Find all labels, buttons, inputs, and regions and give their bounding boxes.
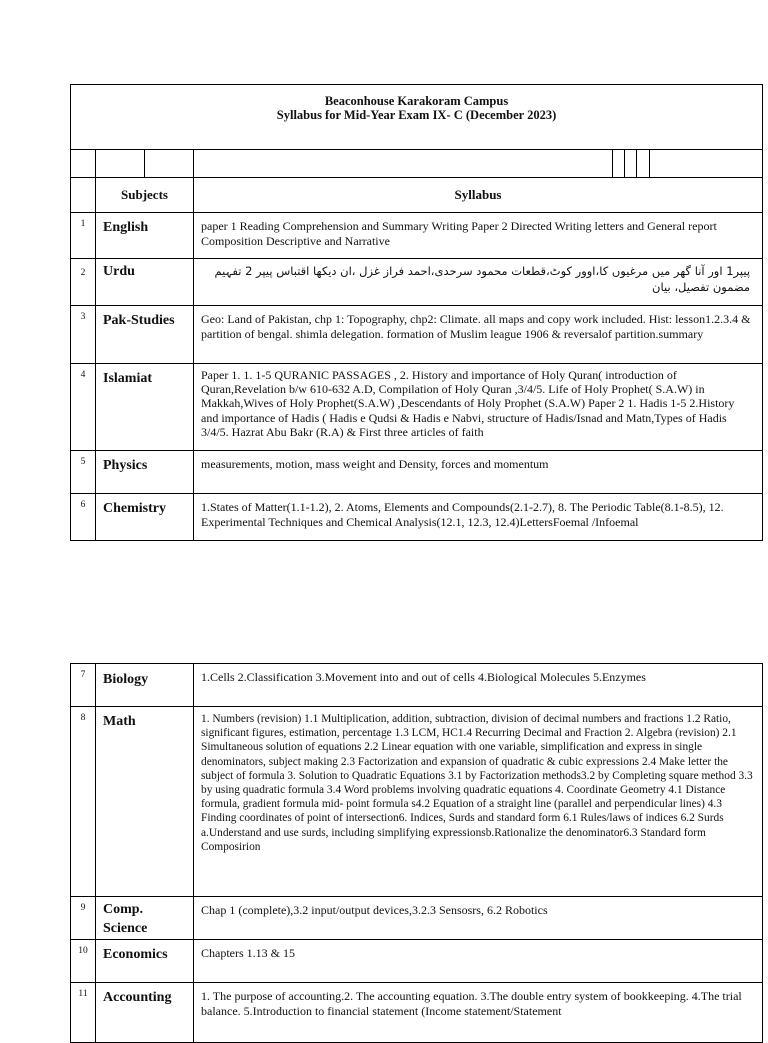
subject-name: Physics <box>96 451 194 494</box>
syllabus-text: 1.Cells 2.Classification 3.Movement into and out of cells 4.Biological Molecules 5.Enzymes <box>194 664 763 707</box>
column-header-row <box>71 178 763 213</box>
table-row <box>71 364 763 451</box>
table-row <box>71 707 763 897</box>
subjects-heading: Subjects <box>96 178 194 213</box>
table-row <box>71 259 763 306</box>
subject-name: Pak-Studies <box>96 306 194 364</box>
row-number: 2 <box>71 259 96 306</box>
num-head <box>71 178 96 213</box>
subject-name: Math <box>96 707 194 897</box>
table-row <box>71 897 763 940</box>
subject-name: Biology <box>96 664 194 707</box>
subject-name: Islamiat <box>96 364 194 451</box>
syllabus-text: Paper 1. 1. 1-5 QURANIC PASSAGES , 2. History and importance of Holy Quran( introduction of Quran,Revelation b/w 610-632 A.D, Compilation of Holy Quran ,3/4/5. Life of Holy Prophet( S.A.W) in Makkah,Wives of Holy Prophet(S.A.W) ,Descendants of Holy Prophet (S.A.W) Paper 2 1. Hadis 1-5 2.History and importance of Hadis ( Hadis e Qudsi & Hadis e Nabvi, structure of Hadis/Isnad and Matn,Types of Hadis 3/4/5. Hazrat Abu Bakr (R.A) & First three articles of faith <box>194 364 763 451</box>
divider <box>636 150 637 177</box>
divider <box>144 150 145 177</box>
spacer-row <box>71 150 763 178</box>
syllabus-table-bottom <box>70 663 763 1043</box>
exam-title: Syllabus for Mid-Year Exam IX- C (December 2023) <box>276 108 557 122</box>
subject-name: Accounting <box>96 983 194 1043</box>
syllabus-text: پیپر1 اور آنا گھر میں مرغیوں کا،اوور کوٹ،قطعات محمود سرحدی،احمد فراز غزل ،ان دیکھا اقتباس پیپر 2 تفہیم مضمون تفصیل، بیان <box>194 259 763 306</box>
syllabus-text: Chapters 1.13 & 15 <box>194 940 763 983</box>
subject-name: Chemistry <box>96 494 194 541</box>
divider <box>649 150 650 177</box>
table-row <box>71 983 763 1043</box>
spacer-cell <box>194 150 763 178</box>
syllabus-text: Chap 1 (complete),3.2 input/output devices,3.2.3 Sensosrs, 6.2 Robotics <box>194 897 763 940</box>
syllabus-text: 1. The purpose of accounting.2. The accounting equation. 3.The double entry system of bookkeeping. 4.The trial balance. 5.Introduction to financial statement (Income statement/Statement <box>194 983 763 1043</box>
syllabus-text: Geo: Land of Pakistan, chp 1: Topography, chp2: Climate. all maps and copy work included. Hist: lesson1.2.3.4 & partition of bengal. shimla delegation. formation of Muslim league 1906 & reversalof partition.summary <box>194 306 763 364</box>
divider <box>624 150 625 177</box>
row-number: 1 <box>71 213 96 259</box>
subject-name: Urdu <box>96 259 194 306</box>
table-header <box>71 85 763 150</box>
row-number: 8 <box>71 707 96 897</box>
syllabus-heading: Syllabus <box>194 178 763 213</box>
header-row <box>71 85 763 150</box>
table-row <box>71 494 763 541</box>
row-number: 3 <box>71 306 96 364</box>
row-number: 6 <box>71 494 96 541</box>
divider <box>612 150 613 177</box>
table-row <box>71 306 763 364</box>
syllabus-text: 1.States of Matter(1.1-1.2), 2. Atoms, Elements and Compounds(2.1-2.7), 8. The Periodic Table(8.1-8.5), 12. Experimental Techniques and Chemical Analysis(12.1, 12.3, 12.4)LettersFoemal /Infoemal <box>194 494 763 541</box>
subject-name: Comp. Science <box>96 897 194 940</box>
school-name: Beaconhouse Karakoram Campus <box>324 94 509 108</box>
row-number: 9 <box>71 897 96 940</box>
row-number: 4 <box>71 364 96 451</box>
table-row <box>71 940 763 983</box>
row-number: 11 <box>71 983 96 1043</box>
subject-name: Economics <box>96 940 194 983</box>
table-row <box>71 664 763 707</box>
syllabus-text: paper 1 Reading Comprehension and Summary Writing Paper 2 Directed Writing letters and General report Composition Descriptive and Narrative <box>194 213 763 259</box>
syllabus-table-top <box>70 84 763 541</box>
row-number: 7 <box>71 664 96 707</box>
table-row <box>71 213 763 259</box>
subject-name: English <box>96 213 194 259</box>
spacer-cell <box>71 150 96 178</box>
spacer-cell <box>96 150 194 178</box>
table-row <box>71 451 763 494</box>
syllabus-text: measurements, motion, mass weight and Density, forces and momentum <box>194 451 763 494</box>
row-number: 5 <box>71 451 96 494</box>
row-number: 10 <box>71 940 96 983</box>
syllabus-text: 1. Numbers (revision) 1.1 Multiplication, addition, subtraction, division of decimal numbers and fractions 1.2 Ratio, significant figures, estimation, percentage 1.3 LCM, HC1.4 Recurring Decimal and Fraction 2. Algebra (revision) 2.1 Simultaneous solution of equations 2.2 Linear equation with one variable, simplification and express in single denominators, subject making 2.3 Factorization and expansion of quadratic & cubic expressions 2.4 Make letter the subject of formula 3. Solution to Quadratic Equations 3.1 by Factorization methods3.2 by Completing square method 3.3 by using quadratic formula 3.4 Word problems involving quadratic equations 4. Coordinate Geometry 4.1 Distance formula, gradient formula mid- point formula s4.2 Equation of a straight line (parallel and perpendicular lines) 4.3 Finding coordinates of point of intersection6. Indices, Surds and standard form 6.1 Rules/laws of indices 6.2 Surds a.Understand and use surds, including simplifying expressionsb.Rationalize the denominator6.3 Standard form Composirion <box>194 707 763 897</box>
